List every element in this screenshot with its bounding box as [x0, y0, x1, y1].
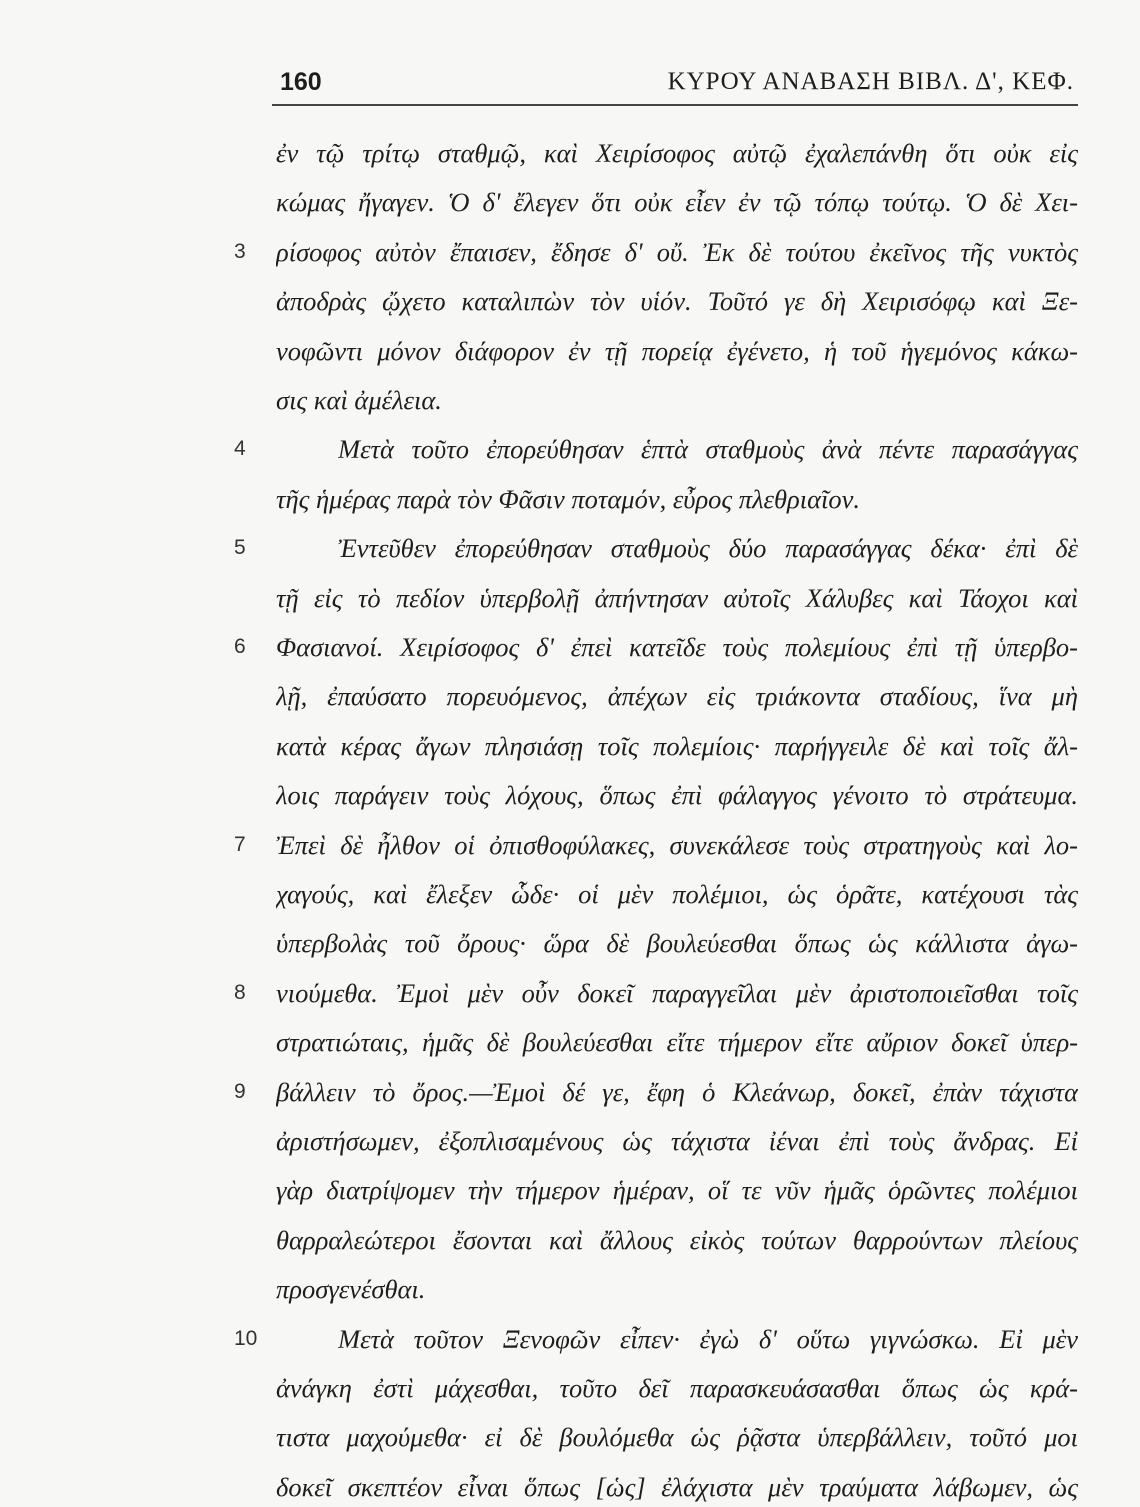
text-line: ρίσοφος αὐτὸν ἔπαισεν, ἔδησε δ' οὔ. Ἐκ δὲ τούτου ἐκεῖνος τῆς νυκτὸς [276, 236, 1078, 267]
text-line: λοις παράγειν τοὺς λόχους, ὅπως ἐπὶ φάλαγγος γένοιτο τὸ στράτευμα. [276, 780, 1078, 811]
section-number: 8 [234, 980, 246, 1004]
text-line: Μετὰ τοῦτον Ξενοφῶν εἶπεν· ἐγὼ δ' οὕτω γιγνώσκω. Εἰ μὲν [338, 1323, 1078, 1354]
text-line: Ἐπεὶ δὲ ἦλθον οἱ ὀπισθοφύλακες, συνεκάλεσε τοὺς στρατηγοὺς καὶ λο- [276, 829, 1078, 860]
text-line: σις καὶ ἀμέλεια. [276, 385, 442, 415]
text-line: Ἐντεῦθεν ἐπορεύθησαν σταθμοὺς δύο παρασάγγας δέκα· ἐπὶ δὲ [338, 533, 1078, 564]
text-line: ὑπερβολὰς τοῦ ὄρους· ὥρα δὲ βουλεύεσθαι ὅπως ὡς κάλλιστα ἀγω- [276, 928, 1078, 959]
text-line: ἀποδρὰς ᾤχετο καταλιπὼν τὸν υἱόν. Τοῦτό γε δὴ Χειρισόφῳ καὶ Ξε- [276, 286, 1078, 317]
text-line: ἀνάγκη ἐστὶ μάχεσθαι, τοῦτο δεῖ παρασκευάσασθαι ὅπως ὡς κρά- [276, 1373, 1078, 1403]
section-number: 6 [234, 635, 246, 658]
text-line: κώμας ἤγαγεν. Ὁ δ' ἔλεγεν ὅτι οὐκ εἶεν ἐν τῷ τόπῳ τούτῳ. Ὁ δὲ Χει- [276, 187, 1078, 218]
text-line: χαγούς, καὶ ἔλεξεν ὧδε· οἱ μὲν πολέμιοι, ὡς ὁρᾶτε, κατέχουσι τὰς [276, 879, 1078, 909]
text-line: προσγενέσθαι. [276, 1274, 426, 1305]
section-number: 5 [234, 536, 246, 560]
section-number: 4 [234, 437, 246, 461]
page-number: 160 [280, 68, 322, 96]
text-line: ἐν τῷ τρίτῳ σταθμῷ, καὶ Χειρίσοφος αὐτῷ ἐχαλεπάνθη ὅτι οὐκ εἰς [276, 138, 1078, 168]
text-line: τῆς ἡμέρας παρὰ τὸν Φᾶσιν ποταμόν, εὖρος πλεθριαῖον. [276, 483, 861, 514]
text-line: νοφῶντι μόνον διάφορον ἐν τῇ πορείᾳ ἐγένετο, ἡ τοῦ ἡγεμόνος κάκω- [276, 335, 1078, 366]
text-line: λῇ, ἐπαύσατο πορευόμενος, ἀπέχων εἰς τριάκοντα σταδίους, ἵνα μὴ [276, 681, 1078, 712]
section-number: 7 [234, 832, 246, 856]
text-line: τῇ εἰς τὸ πεδίον ὑπερβολῇ ἀπήντησαν αὐτοῖς Χάλυβες καὶ Τάοχοι καὶ [276, 582, 1078, 613]
section-number: 10 [234, 1326, 258, 1350]
text-line: δοκεῖ σκεπτέον εἶναι ὅπως [ὡς] ἐλάχιστα μὲν τραύματα λάβωμεν, ὡς [276, 1471, 1078, 1502]
text-line: βάλλειν τὸ ὄρος.—Ἐμοὶ δέ γε, ἔφη ὁ Κλεάνωρ, δοκεῖ, ἐπὰν τάχιστα [276, 1076, 1078, 1107]
text-line: νιούμεθα. Ἐμοὶ μὲν οὖν δοκεῖ παραγγεῖλαι μὲν ἀριστοποιεῖσθαι τοῖς [276, 977, 1078, 1008]
text-line: Φασιανοί. Χειρίσοφος δ' ἐπεὶ κατεῖδε τοὺς πολεμίους ἐπὶ τῇ ὑπερβο- [276, 632, 1078, 662]
text-line: τιστα μαχούμεθα· εἰ δὲ βουλόμεθα ὡς ῥᾷστα ὑπερβάλλειν, τοῦτό μοι [276, 1422, 1078, 1453]
running-title: ΚΥΡΟΥ ΑΝΑΒΑΣΗ ΒΙΒΛ. Δ', ΚΕΦ. [667, 68, 1074, 95]
text-line: στρατιώταις, ἡμᾶς δὲ βουλεύεσθαι εἴτε τήμερον εἴτε αὔριον δοκεῖ ὑπερ- [276, 1027, 1078, 1058]
section-number: 9 [234, 1079, 246, 1103]
text-line: κατὰ κέρας ἄγων πλησιάσῃ τοῖς πολεμίοις· παρήγγειλε δὲ καὶ τοῖς ἄλ- [276, 730, 1078, 761]
text-line: ἀριστήσωμεν, ἐξοπλισαμένους ὡς τάχιστα ἰέναι ἐπὶ τοὺς ἄνδρας. Εἰ [276, 1126, 1078, 1156]
text-line: Μετὰ τοῦτο ἐπορεύθησαν ἑπτὰ σταθμοὺς ἀνὰ πέντε παρασάγγας [338, 434, 1078, 465]
text-line: θαρραλεώτεροι ἔσονται καὶ ἄλλους εἰκὸς τούτων θαρρούντων πλείους [276, 1224, 1078, 1255]
text-line: γὰρ διατρίψομεν τὴν τήμερον ἡμέραν, οἵ τε νῦν ἡμᾶς ὁρῶντες πολέμιοι [276, 1175, 1078, 1206]
section-number: 3 [234, 239, 246, 263]
